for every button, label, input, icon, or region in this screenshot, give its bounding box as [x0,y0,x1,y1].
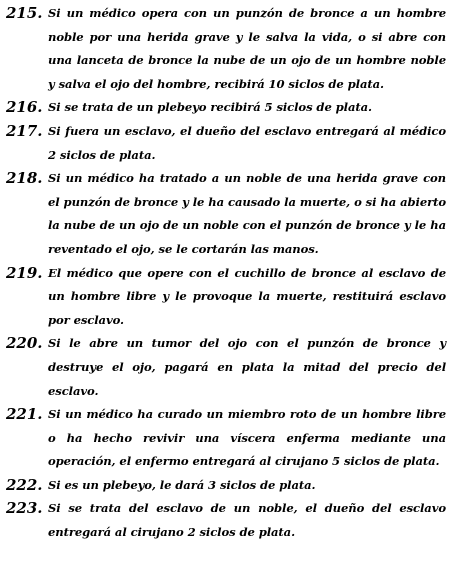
law-218 [6,167,446,261]
law-216 [6,96,446,120]
law-220 [6,332,446,403]
law-text: Si se trata del esclavo de un noble, el dueño del esclavo entregará al cirujano 2 siclos de plata. [48,501,446,540]
law-number: 216. [6,98,43,117]
law-text: El médico que opere con el cuchillo de bronce al esclavo de un hombre libre y le provoque la muerte, restituirá esclavo por esclavo. [48,265,446,327]
law-number: 219. [6,263,43,282]
law-text: Si se trata de un plebeyo recibirá 5 siclos de plata. [48,100,372,115]
law-number: 218. [6,169,43,188]
law-215 [6,2,446,96]
law-text: Si fuera un esclavo, el dueño del esclavo entregará al médico 2 siclos de plata. [48,123,446,162]
law-text-page [6,2,446,545]
law-223 [6,497,446,544]
law-text: Si un médico opera con un punzón de bronce a un hombre noble por una herida grave y le salva la vida, o si abre con una lanceta de bronce la nube de un ojo de un hombre noble y salva el ojo del hombre, recibirá 10 siclos de plata. [48,6,446,91]
law-number: 217. [6,121,43,140]
law-text: Si le abre un tumor del ojo con el punzón de bronce y destruye el ojo, pagará en plata la mitad del precio del esclavo. [48,336,446,398]
law-number: 220. [6,334,43,353]
law-number: 215. [6,4,43,22]
law-text: Si un médico ha curado un miembro roto de un hombre libre o ha hecho revivir una víscera enferma mediante una operación, el enfermo entregará al cirujano 5 siclos de plata. [48,407,446,469]
law-number: 223. [6,499,43,518]
law-217 [6,120,446,167]
law-text: Si es un plebeyo, le dará 3 siclos de plata. [48,477,316,492]
law-222 [6,474,446,498]
law-text: Si un médico ha tratado a un noble de una herida grave con el punzón de bronce y le ha causado la muerte, o si ha abierto la nube de un ojo de un noble con el punzón de bronce y le ha reventado el ojo, se le cortarán las manos. [48,171,446,256]
law-number: 222. [6,475,43,494]
law-number: 221. [6,405,43,424]
law-219 [6,262,446,333]
law-221 [6,403,446,474]
